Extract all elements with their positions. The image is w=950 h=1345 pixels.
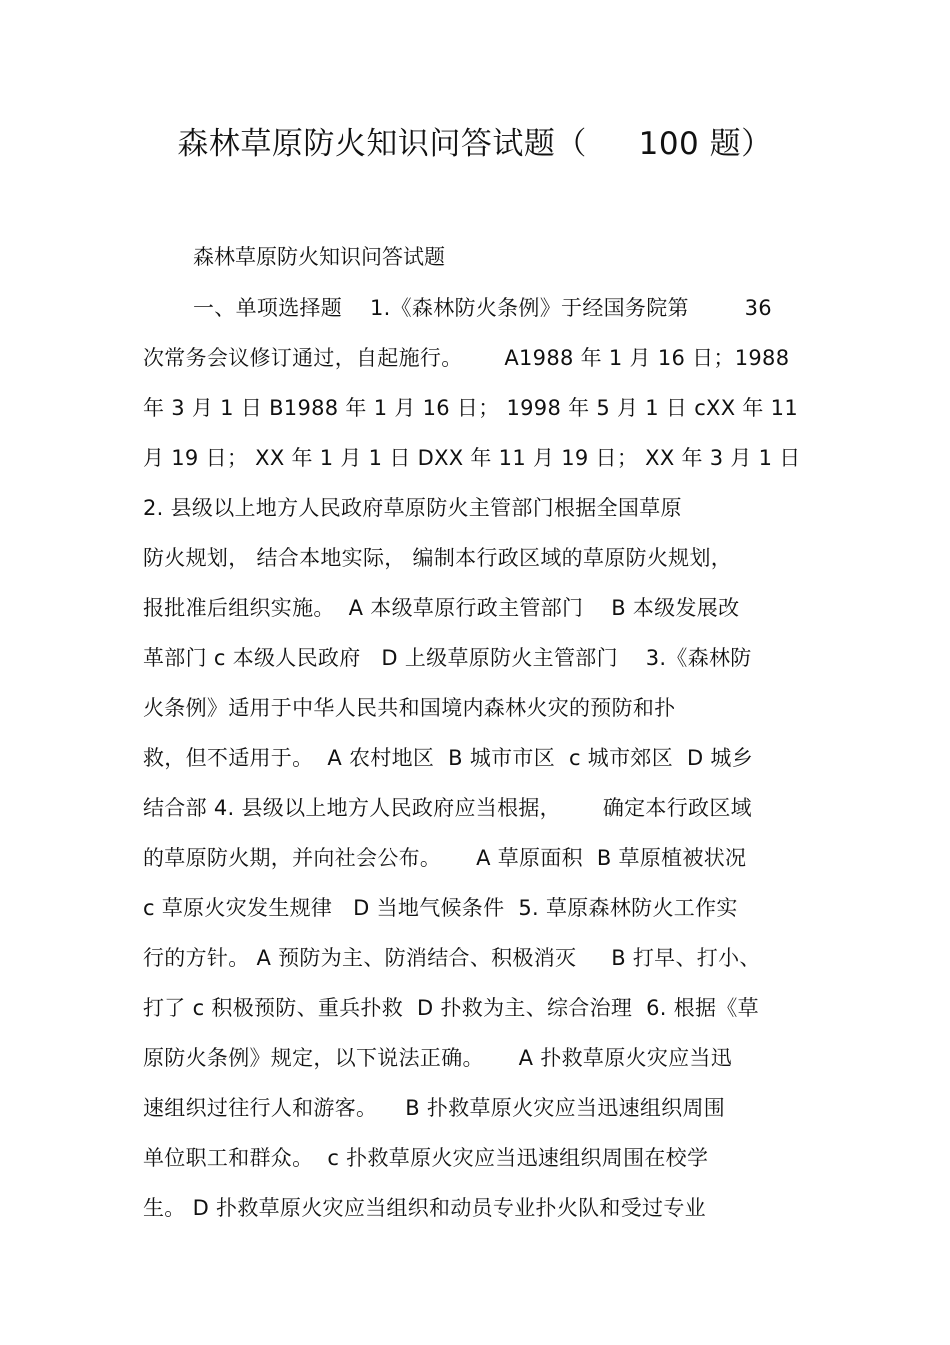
body-line: 革部门 c 本级人民政府 D 上级草原防火主管部门 3.《森林防 — [143, 646, 752, 670]
body-line: 次常务会议修订通过，自起施行。 A1988 年 1 月 16 日；1988 — [143, 346, 790, 370]
body-line: 结合部 4. 县级以上地方人民政府应当根据， 确定本行政区域 — [143, 796, 752, 820]
body-line: 单位职工和群众。 c 扑救草原火灾应当迅速组织周围在校学 — [143, 1146, 709, 1170]
body-line: 防火规划， 结合本地实际， 编制本行政区域的草原防火规划， — [143, 546, 733, 570]
body-line: 行的方针。 A 预防为主、防消结合、积极消灭 B 打早、打小、 — [143, 946, 761, 970]
body-line: 月 19 日； XX 年 1 月 1 日 DXX 年 11 月 19 日； XX 年 3 月 1 日 — [143, 446, 801, 470]
body-line: 打了 c 积极预防、重兵扑救 D 扑救为主、综合治理 6. 根据《草 — [143, 996, 759, 1020]
body-line: 的草原防火期，并向社会公布。 A 草原面积 B 草原植被状况 — [143, 846, 747, 870]
body-line: 速组织过往行人和游客。 B 扑救草原火灾应当迅速组织周围 — [143, 1096, 726, 1120]
body-line: 报批准后组织实施。 A 本级草原行政主管部门 B 本级发展改 — [143, 596, 740, 620]
body-line: 生。 D 扑救草原火灾应当组织和动员专业扑火队和受过专业 — [143, 1196, 706, 1220]
body-line: 一、单项选择题 1.《森林防火条例》于经国务院第 36 — [193, 296, 772, 320]
body-line: 2. 县级以上地方人民政府草原防火主管部门根据全国草原 — [143, 496, 682, 520]
body-line: 年 3 月 1 日 B1988 年 1 月 16 日； 1998 年 5 月 1 日 cXX 年 11 — [143, 396, 798, 420]
body-line: 原防火条例》规定，以下说法正确。 A 扑救草原火灾应当迅 — [143, 1046, 733, 1070]
body-line: c 草原火灾发生规律 D 当地气候条件 5. 草原森林防火工作实 — [143, 896, 738, 920]
document-subtitle: 森林草原防火知识问答试题 — [193, 245, 445, 269]
body-line: 火条例》适用于中华人民共和国境内森林火灾的预防和扑 — [143, 696, 676, 720]
document-body — [143, 290, 813, 1240]
document-title: 森林草原防火知识问答试题（ 100 题） — [177, 126, 773, 162]
body-line: 救，但不适用于。 A 农村地区 B 城市市区 c 城市郊区 D 城乡 — [143, 746, 753, 770]
